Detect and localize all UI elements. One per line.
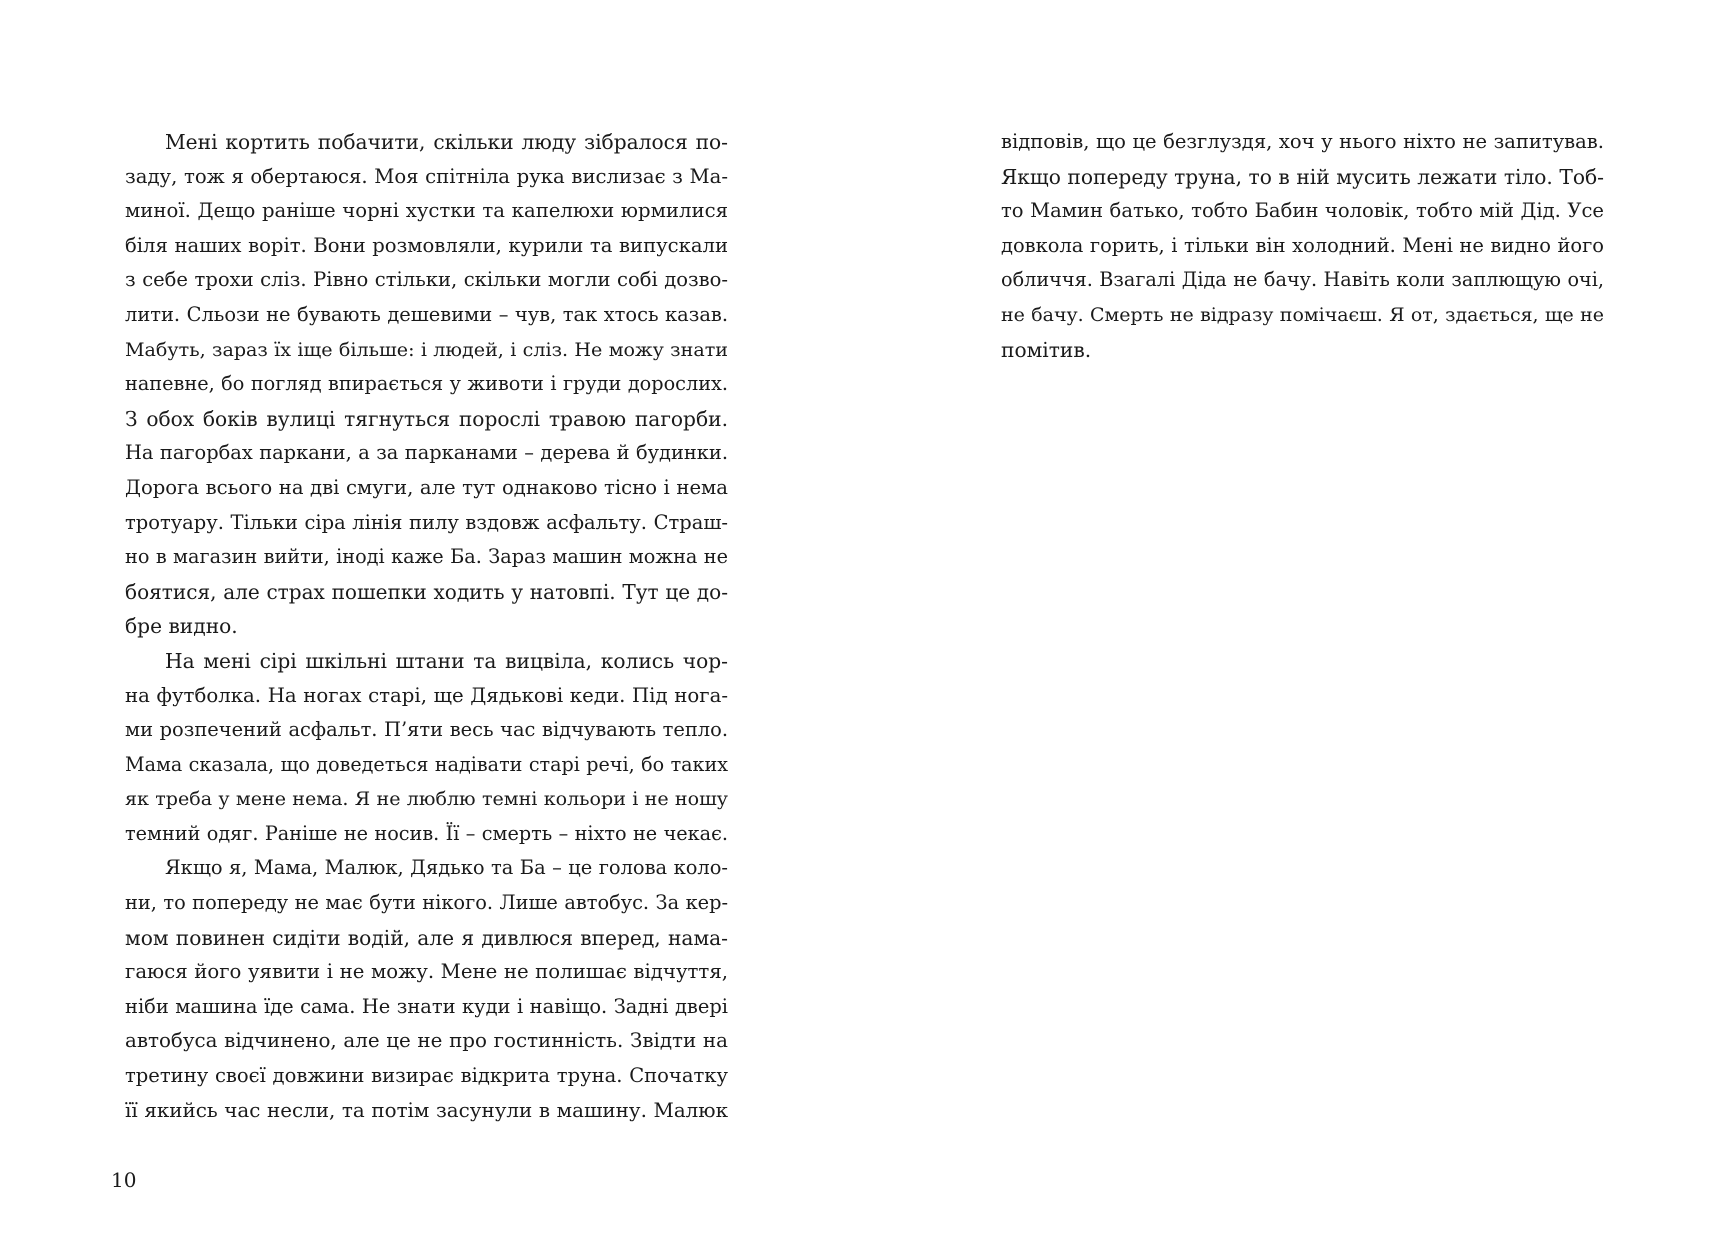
- text-line: обличчя. Взагалі Діда не бачу. Навіть коли заплющую очі,: [1001, 268, 1604, 292]
- text-line: не бачу. Смерть не відразу помічаєш. Я от, здається, ще не: [1001, 303, 1604, 326]
- text-line: миної. Дещо раніше чорні хустки та капелюхи юрмилися: [125, 199, 728, 223]
- text-line: Якщо я, Мама, Малюк, Дядько та Ба – це голова коло-: [165, 856, 728, 880]
- text-line: З обох боків вулиці тягнуться порослі травою пагорби.: [125, 406, 728, 431]
- text-line: довкола горить, і тільки він холодний. Мені не видно його: [1001, 233, 1604, 257]
- text-line: Мені кортить побачити, скільки люду зібралося по-: [165, 130, 728, 154]
- text-line: з себе трохи сліз. Рівно стільки, скільки могли собі дозво-: [125, 268, 728, 292]
- text-line: но в магазин вийти, іноді каже Ба. Зараз машин можна не: [125, 545, 728, 569]
- text-line: Мама сказала, що доведеться надівати старі речі, бо таких: [125, 752, 728, 776]
- text-line: Якщо попереду труна, то в ній мусить лежати тіло. Тоб-: [1001, 164, 1604, 189]
- text-line: третину своєї довжини визирає відкрита труна. Спочатку: [125, 1064, 728, 1088]
- text-line: На пагорбах паркани, а за парканами – дерева й будинки.: [125, 441, 728, 465]
- text-line: відповів, що це безглуздя, хоч у нього ніхто не запитував.: [1001, 130, 1604, 153]
- text-line: то Мамин батько, тобто Бабин чоловік, тобто мій Дід. Усе: [1001, 199, 1604, 223]
- left-page-text: [125, 125, 728, 1128]
- text-line: на футболка. На ногах старі, ще Дядькові кеди. Під нога-: [125, 683, 728, 707]
- text-line: гаюся його уявити і не можу. Мене не полишає відчуття,: [125, 960, 728, 984]
- left-page: [0, 0, 856, 1258]
- page-number: 10: [111, 1168, 137, 1192]
- text-line: тротуару. Тільки сіра лінія пилу вздовж асфальту. Страш-: [125, 510, 728, 534]
- text-line: боятися, але страх пошепки ходить у натовпі. Тут це до-: [125, 579, 728, 604]
- right-page-text: [1001, 125, 1604, 367]
- text-line: біля наших воріт. Вони розмовляли, курили та випускали: [125, 233, 728, 257]
- text-line: бре видно.: [125, 614, 238, 639]
- text-line: напевне, бо погляд впирається у животи і груди дорослих.: [125, 372, 728, 396]
- text-line: заду, тож я обертаюся. Моя спітніла рука вислизає з Ма-: [125, 164, 728, 188]
- text-line: як треба у мене нема. Я не люблю темні кольори і не ношу: [125, 788, 728, 811]
- right-page: [856, 0, 1713, 1258]
- text-line: На мені сірі шкільні штани та вицвіла, колись чор-: [165, 648, 728, 673]
- text-line: Мабуть, зараз їх іще більше: і людей, і сліз. Не можу знати: [125, 337, 728, 361]
- text-line: ни, то попереду не має бути нікого. Лише автобус. За кер-: [125, 891, 728, 915]
- text-line: її якийсь час несли, та потім засунули в машину. Малюк: [125, 1098, 728, 1122]
- text-line: лити. Сльози не бувають дешевими – чув, так хтось казав.: [125, 302, 728, 326]
- text-line: ми розпечений асфальт. П’яти весь час відчувають тепло.: [125, 718, 728, 742]
- text-line: мом повинен сидіти водій, але я дивлюся вперед, нама-: [125, 925, 728, 950]
- text-line: автобуса відчинено, але це не про гостинність. Звідти на: [125, 1029, 728, 1053]
- text-line: помітив.: [1001, 337, 1092, 362]
- text-line: ніби машина їде сама. Не знати куди і навіщо. Задні двері: [125, 994, 728, 1018]
- text-line: Дорога всього на дві смуги, але тут однаково тісно і нема: [125, 475, 728, 499]
- text-line: темний одяг. Раніше не носив. Її – смерть – ніхто не чекає.: [125, 821, 728, 845]
